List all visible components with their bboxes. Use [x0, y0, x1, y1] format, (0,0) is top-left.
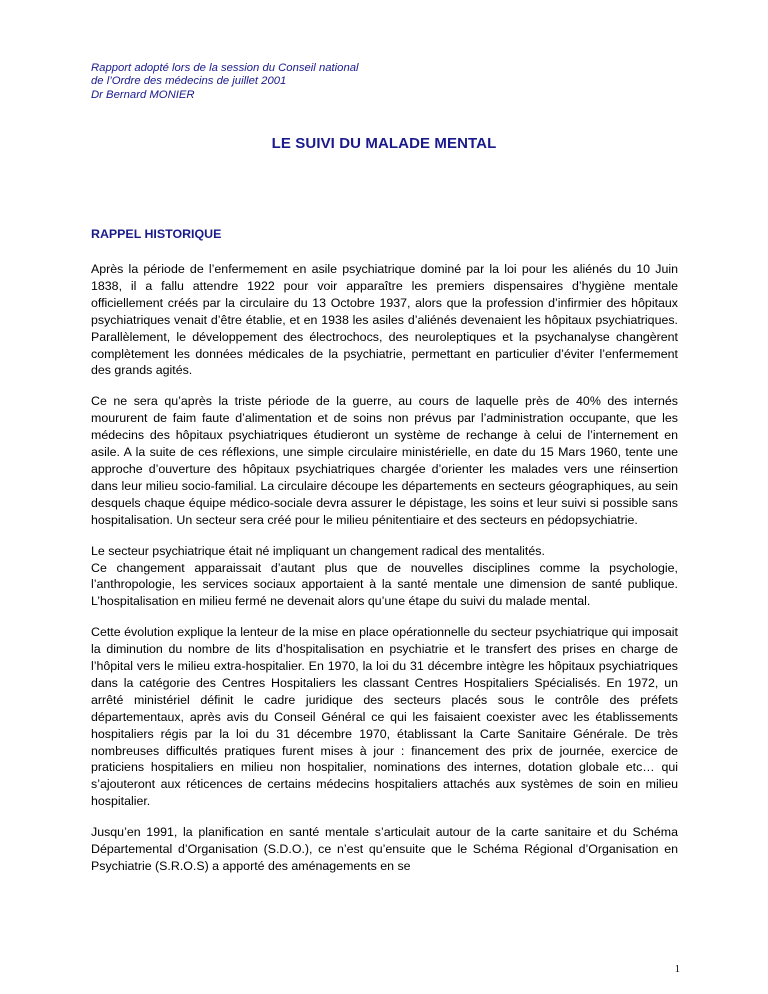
body-text — [91, 261, 678, 889]
document-title: LE SUIVI DU MALADE MENTAL — [271, 135, 497, 152]
header-note-line-1: Rapport adopté lors de la session du Conseil national — [91, 62, 359, 74]
paragraph-3-line-1: Le secteur psychiatrique était né impliquant un changement radical des mentalités. — [91, 543, 545, 558]
paragraph-4: Cette évolution explique la lenteur de la mise en place opérationnelle du secteur psychiatrique qui imposait la diminution du nombre de lits d’hospitalisation en psychiatrie et le transfert des prises en charge de l’hôpital vers le milieu extra-hospitalier. En 1970, la loi du 31 décembre intègre les hôpitaux psychiatriques dans la catégorie des Centres Hospitaliers les classant Centres Hospitaliers Spécialisés. En 1972, un arrêté ministériel définit le cadre juridique des secteurs placés sous le contrôle des préfets départementaux, après avis du Conseil Général ce qui les faisaient coexister avec les établissements hospitaliers régis par la loi du 31 décembre 1970, établissant la Carte Sanitaire Générale. De très nombreuses difficultés pratiques furent mises à jour : financement des prix de journée, exercice de praticiens hospitaliers en milieu non hospitalier, nominations des internes, dotation globale etc… qui s’ajouteront aux réticences de certains médecins hospitaliers attachés aux systèmes de soin en milieu hospitalier. — [91, 625, 678, 809]
section-heading: RAPPEL HISTORIQUE — [91, 227, 222, 241]
paragraph-3 — [91, 543, 678, 611]
report-header-note — [91, 62, 511, 102]
paragraph-2: Ce ne sera qu’après la triste période de la guerre, au cours de laquelle près de 40% des internés moururent de faim faute d’alimentation et de soins non prévus par l’administration occupante, que les médecins des hôpitaux psychiatriques étudieront un système de rechange à celui de l’internement en asile. A la suite de ces réflexions, une simple circulaire ministérielle, en date du 15 Mars 1960, tente une approche d’ouverture des hôpitaux psychiatriques chargée d’orienter les malades vers une réinsertion dans leur milieu socio-familial. La circulaire découpe les départements en secteurs géographiques, au sein desquels chaque équipe médico-sociale devra assurer le dépistage, les soins et leur suivi si possible sans hospitalisation. Un secteur sera créé pour le milieu pénitentiaire et des secteurs en pédopsychiatrie. — [91, 394, 678, 527]
header-note-line-2: de l’Ordre des médecins de juillet 2001 — [91, 75, 287, 88]
page-number: 1 — [674, 964, 680, 975]
header-note-author: Dr Bernard MONIER — [91, 88, 195, 101]
paragraph-1: Après la période de l’enfermement en asile psychiatrique dominé par la loi pour les aliénés du 10 Juin 1838, il a fallu attendre 1922 pour voir apparaître les premiers dispensaires d’hygiène mentale officiellement créés par la circulaire du 13 Octobre 1937, alors que la profession d’infirmier des hôpitaux psychiatriques venait d’être établie, et en 1938 les asiles d’aliénés devenaient les hôpitaux psychiatriques. Parallèlement, le développement des électrochocs, des neuroleptiques et la psychanalyse changèrent complètement les données médicales de la psychiatrie, permettant en particulier d’éviter l’enfermement des grands agités. — [91, 262, 678, 378]
paragraph-3-continuation: Ce changement apparaissait d’autant plus que de nouvelles disciplines comme la psychologie, l’anthropologie, les services sociaux apportaient à la santé mentale une dimension de santé publique. L’hospitalisation en milieu fermé ne devenait alors qu’une étape du suivi du malade mental. — [91, 560, 678, 609]
paragraph-5: Jusqu’en 1991, la planification en santé mentale s’articulait autour de la carte sanitaire et du Schéma Départemental d’Organisation (S.D.O.), ce n’est qu’ensuite que le Schéma Régional d’Organisation en Psychiatrie (S.R.O.S) a apporté des aménagements en se — [91, 825, 678, 873]
